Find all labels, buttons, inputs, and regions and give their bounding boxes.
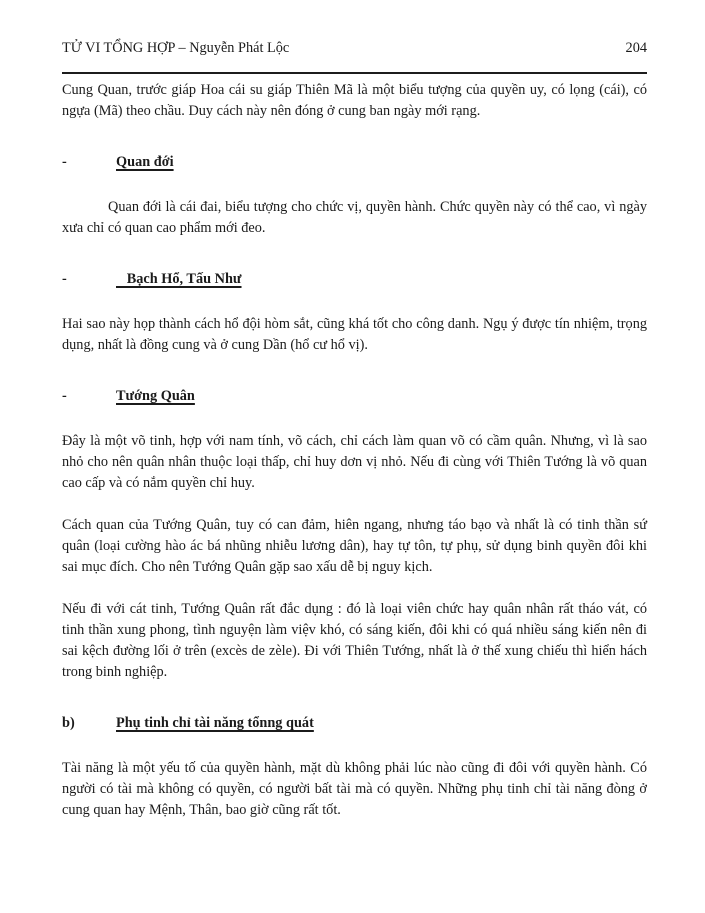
paragraph: Quan đới là cái đai, biểu tượng cho chức vị, quyền hành. Chức quyền này có thể cao, vì ngày xưa chỉ có quan cao phẩm mới đeo. [62,199,647,236]
paragraph: Đây là một võ tinh, hợp với nam tính, võ cách, chỉ cách làm quan võ có cầm quân. Nhưng, vì là sao nhỏ cho nên quân nhân thuộc loại thấp, chỉ huy dơn vị nhỏ. Nếu đi cùng với Thiên Tướng là võ quan cao cấp và có nắm quyền chỉ huy. [62,433,647,491]
paragraph: Hai sao này họp thành cách hổ đội hòm sắt, cũng khá tốt cho công danh. Ngụ ý được tín nhiệm, trọng dụng, nhất là đồng cung và ở cung Dần (hổ cư hổ vị). [62,316,647,353]
paragraph: Tài năng là một yếu tố của quyền hành, mặt dù không phải lúc nào cũng đi đôi với quyền hành. Có người có tài mà không có quyền, có người bất tài mà có quyền. Những phụ tinh chỉ tài năng đòng ở cung quan hay Mệnh, Thân, bao giờ cũng rất tốt. [62,760,647,818]
paragraph: Cách quan của Tướng Quân, tuy có can đảm, hiên ngang, nhưng táo bạo và nhất là có tinh thần sứ quân (loại cường hào ác bá nhũng nhiễu lương dân), hay tự tôn, tự phụ, sử dụng binh quyền đôi khi sai mục đích. Cho nên Tướng Quân gặp sao xấu dễ bị nguy kịch. [62,517,647,575]
heading-marker: - [62,271,67,287]
paragraph: Cung Quan, trước giáp Hoa cái su giáp Thiên Mã là một biểu tượng của quyền uy, có lọng (cái), có ngựa (Mã) theo chầu. Duy cách này nên đóng ở cung ban ngày mới rạng. [62,82,647,119]
page-header [62,38,647,59]
header-divider [62,72,647,74]
heading-label: Bạch Hổ, Tấu Như [116,271,242,287]
section-heading [62,713,647,734]
paragraph: Nếu đi với cát tinh, Tướng Quân rất đắc dụng : đó là loại viên chức hay quân nhân rất tháo vát, có tinh thần xung phong, tình nguyện làm việv khó, có sáng kiến, đôi khi có quá nhiều sáng kiến nên đi sai kệch đường lối ở trên (excès de zèle). Đi với Thiên Tướng, nhất là ở thế xung chiếu thì hiển hách trong binh nghiệp. [62,601,647,680]
page-content [62,80,647,821]
section-heading [62,269,647,290]
heading-label: Phụ tinh chỉ tài năng tổnng quát [116,715,314,731]
heading-marker: - [62,388,67,404]
section-heading [62,152,647,173]
page-number: 204 [625,40,647,56]
heading-marker: - [62,154,67,170]
book-title: TỬ VI TỔNG HỢP – Nguyễn Phát Lộc [62,40,290,56]
heading-label: Quan đới [116,154,174,170]
section-heading [62,386,647,407]
heading-label: Tướng Quân [116,388,195,404]
heading-marker: b) [62,715,75,731]
